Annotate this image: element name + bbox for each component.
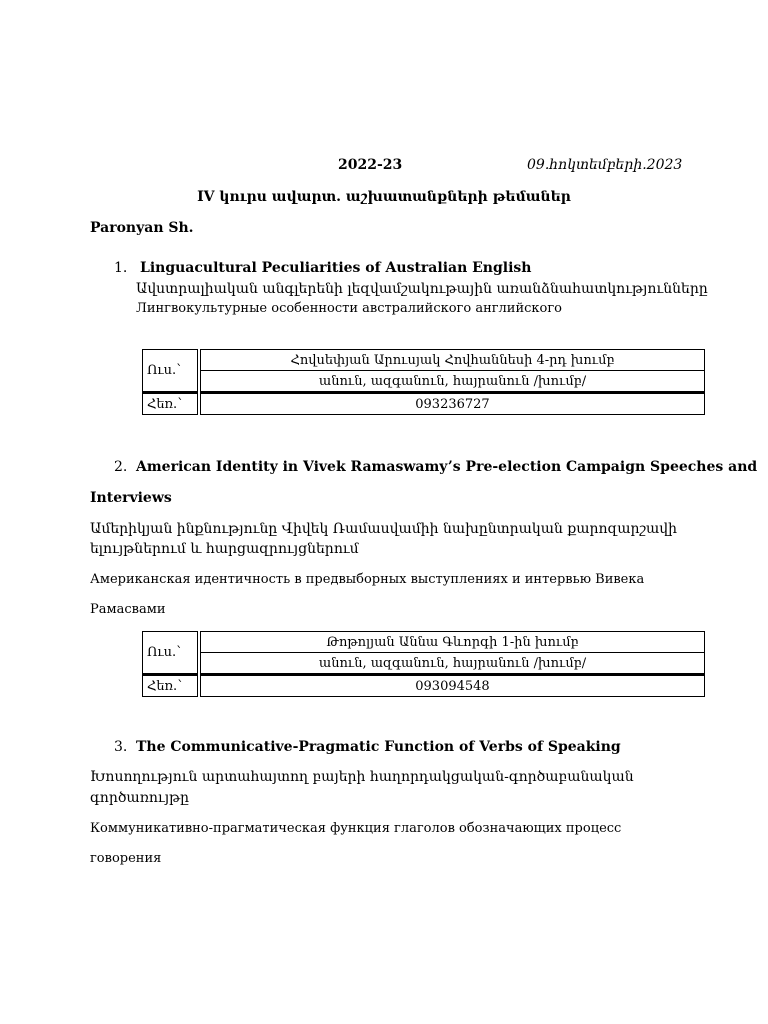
student-hint: անուն, ազգանուն, հայրանուն /խումբ/	[199, 653, 705, 675]
topic-1-student-table	[142, 349, 705, 415]
topic-2-title-en-line2: Interviews	[90, 490, 172, 506]
topic-2-title-hy-line1: Ամերիկյան ինքնությունը Վիվեկ Ռամասվամիի նախընտրական քարոզարշավի	[90, 521, 678, 537]
student-name: Թոթոլյան Աննա Գևորգի 1-ին խումբ	[199, 632, 705, 653]
student-label: Ուս.՝	[143, 632, 200, 675]
topic-3-title-hy-line1: Խոսողություն արտահայտող բայերի հաղորդակցական-գործաբանական	[90, 769, 634, 785]
topic-1-title-hy: Ավստրալիական անգլերենի լեզվամշակութային առանձնահատկությունները	[136, 281, 708, 297]
topic-1-title-en: Linguacultural Peculiarities of Australian English	[140, 260, 532, 276]
topic-3-title-ru-line1: Коммуникативно-прагматическая функция глаголов обозначающих процесс	[90, 821, 622, 836]
phone-number: 093094548	[199, 675, 705, 697]
phone-label: Հեռ.՝	[143, 393, 200, 415]
student-label: Ուս.՝	[143, 350, 200, 393]
topic-3-number: 3.	[114, 739, 128, 755]
supervisor-name: Paronyan Sh.	[90, 220, 194, 236]
topic-2-title-en-line1: American Identity in Vivek Ramaswamy’s Pre-election Campaign Speeches and	[136, 459, 758, 475]
phone-label: Հեռ.՝	[143, 675, 200, 697]
student-hint: անուն, ազգանուն, հայրանուն /խումբ/	[199, 371, 705, 393]
student-name: Հովսեփյան Արուսյակ Հովհաննեսի 4-րդ խումբ	[199, 350, 705, 371]
page-title: IV կուրս ավարտ. աշխատանքների թեմաներ	[197, 189, 571, 205]
phone-number: 093236727	[199, 393, 705, 415]
topic-3-title-ru-line2: говорения	[90, 851, 162, 866]
topic-2-number: 2.	[114, 459, 128, 475]
topic-2-title-hy-line2: ելույթներում և հարցազրույցներում	[90, 541, 359, 557]
topic-2-title-ru-line2: Рамасвами	[90, 602, 166, 617]
topic-1-number: 1.	[114, 260, 128, 276]
topic-2-title-ru-line1: Американская идентичность в предвыборных выступлениях и интервью Вивека	[90, 572, 645, 587]
topic-3-title-en: The Communicative-Pragmatic Function of Verbs of Speaking	[136, 739, 621, 755]
topic-2-student-table	[142, 631, 705, 697]
topic-1-title-ru: Лингвокультурные особенности австралийского английского	[136, 301, 563, 316]
topic-3-title-hy-line2: գործառույթը	[90, 790, 190, 806]
academic-year: 2022-23	[338, 157, 403, 173]
document-date: 09.հոկտեմբերի.2023	[527, 157, 683, 173]
